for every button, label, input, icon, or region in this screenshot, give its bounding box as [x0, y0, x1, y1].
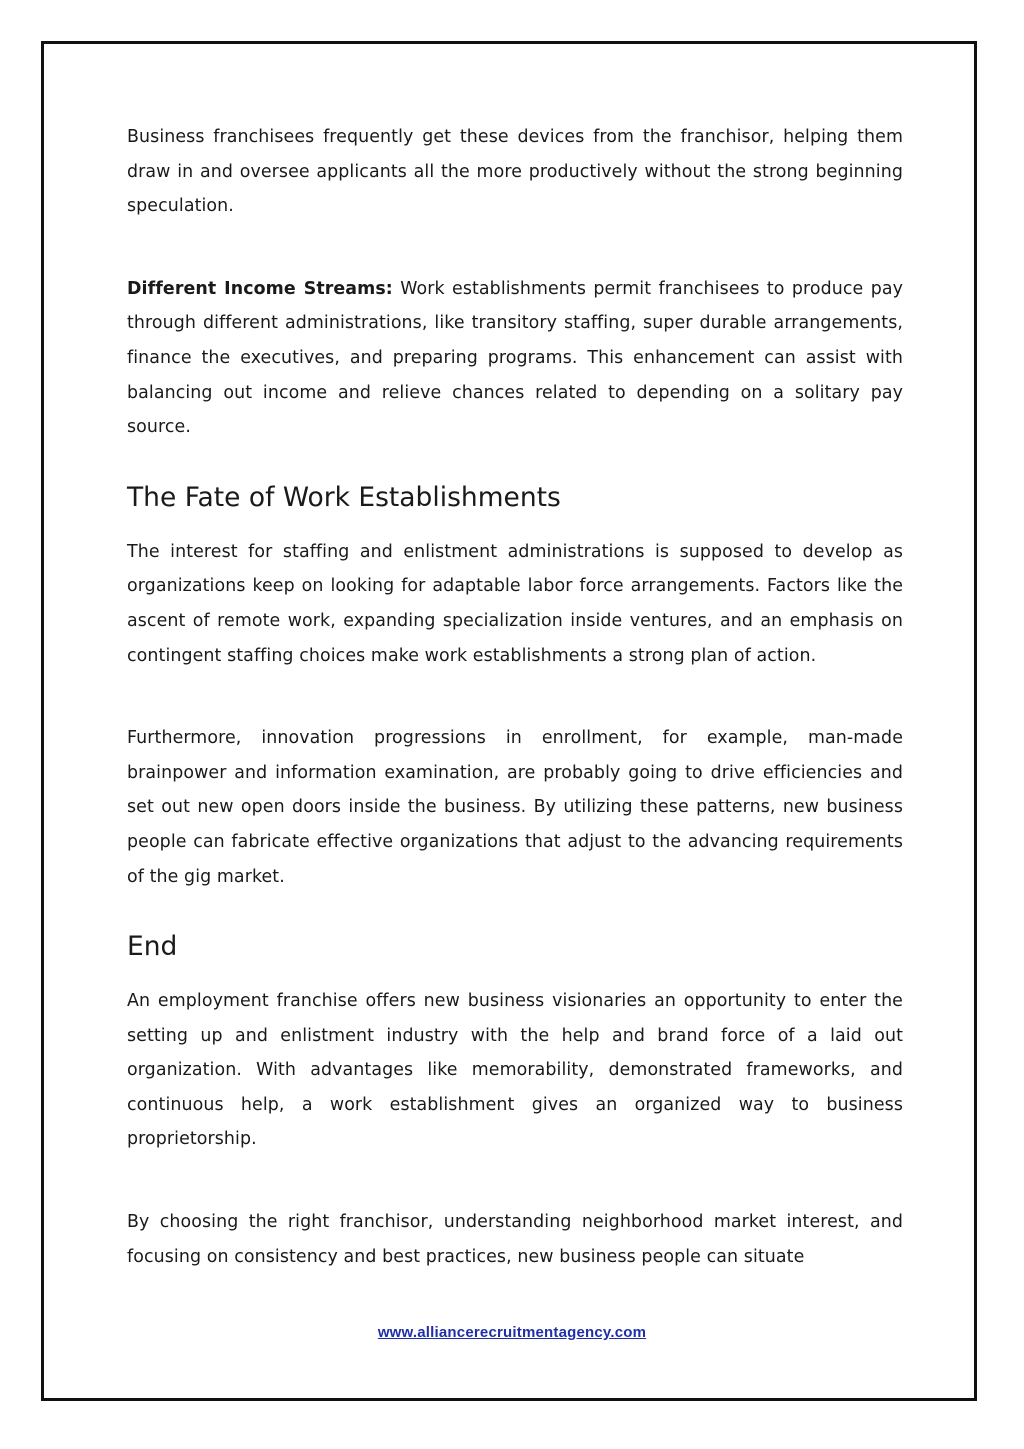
- paragraph-choosing-franchisor: By choosing the right franchisor, understanding neighborhood market interest, and focusing on consistency and best practices, new business people can situate: [127, 1212, 903, 1267]
- income-streams-lead: Different Income Streams:: [127, 278, 393, 299]
- paragraph-franchisor-tools: Business franchisees frequently get these devices from the franchisor, helping them draw in and oversee applicants all the more productively without the strong beginning speculation.: [127, 127, 903, 217]
- paragraph-franchise-summary: An employment franchise offers new business visionaries an opportunity to enter the setting up and enlistment industry with the help and brand force of a laid out organization. With advantages like memorability, demonstrated frameworks, and continuous help, a work establishment gives an organized way to business proprietorship.: [127, 991, 903, 1150]
- footer-website-link[interactable]: www.alliancerecruitmentagency.com: [377, 1324, 647, 1341]
- document-body: [127, 120, 903, 1274]
- heading-fate-of-work-establishments: The Fate of Work Establishments: [127, 481, 561, 513]
- page-frame: [41, 41, 977, 1401]
- paragraph-income-streams: [127, 272, 903, 445]
- heading-end: End: [127, 931, 178, 963]
- income-streams-text: Work establishments permit franchisees to produce pay through different administrations, like transitory staffing, super durable arrangements, finance the executives, and preparing programs. This enhancement can assist with balancing out income and relieve chances related to depending on a solitary pay source.: [127, 278, 903, 438]
- paragraph-staffing-demand: The interest for staffing and enlistment administrations is supposed to develop as organizations keep on looking for adaptable labor force arrangements. Factors like the ascent of remote work, expanding specialization inside ventures, and an emphasis on contingent staffing choices make work establishments a strong plan of action.: [127, 541, 903, 666]
- paragraph-innovation: Furthermore, innovation progressions in enrollment, for example, man-made brainpower and information examination, are probably going to drive efficiencies and set out new open doors inside the business. By utilizing these patterns, new business people can fabricate effective organizations that adjust to the advancing requirements of the gig market.: [127, 728, 903, 887]
